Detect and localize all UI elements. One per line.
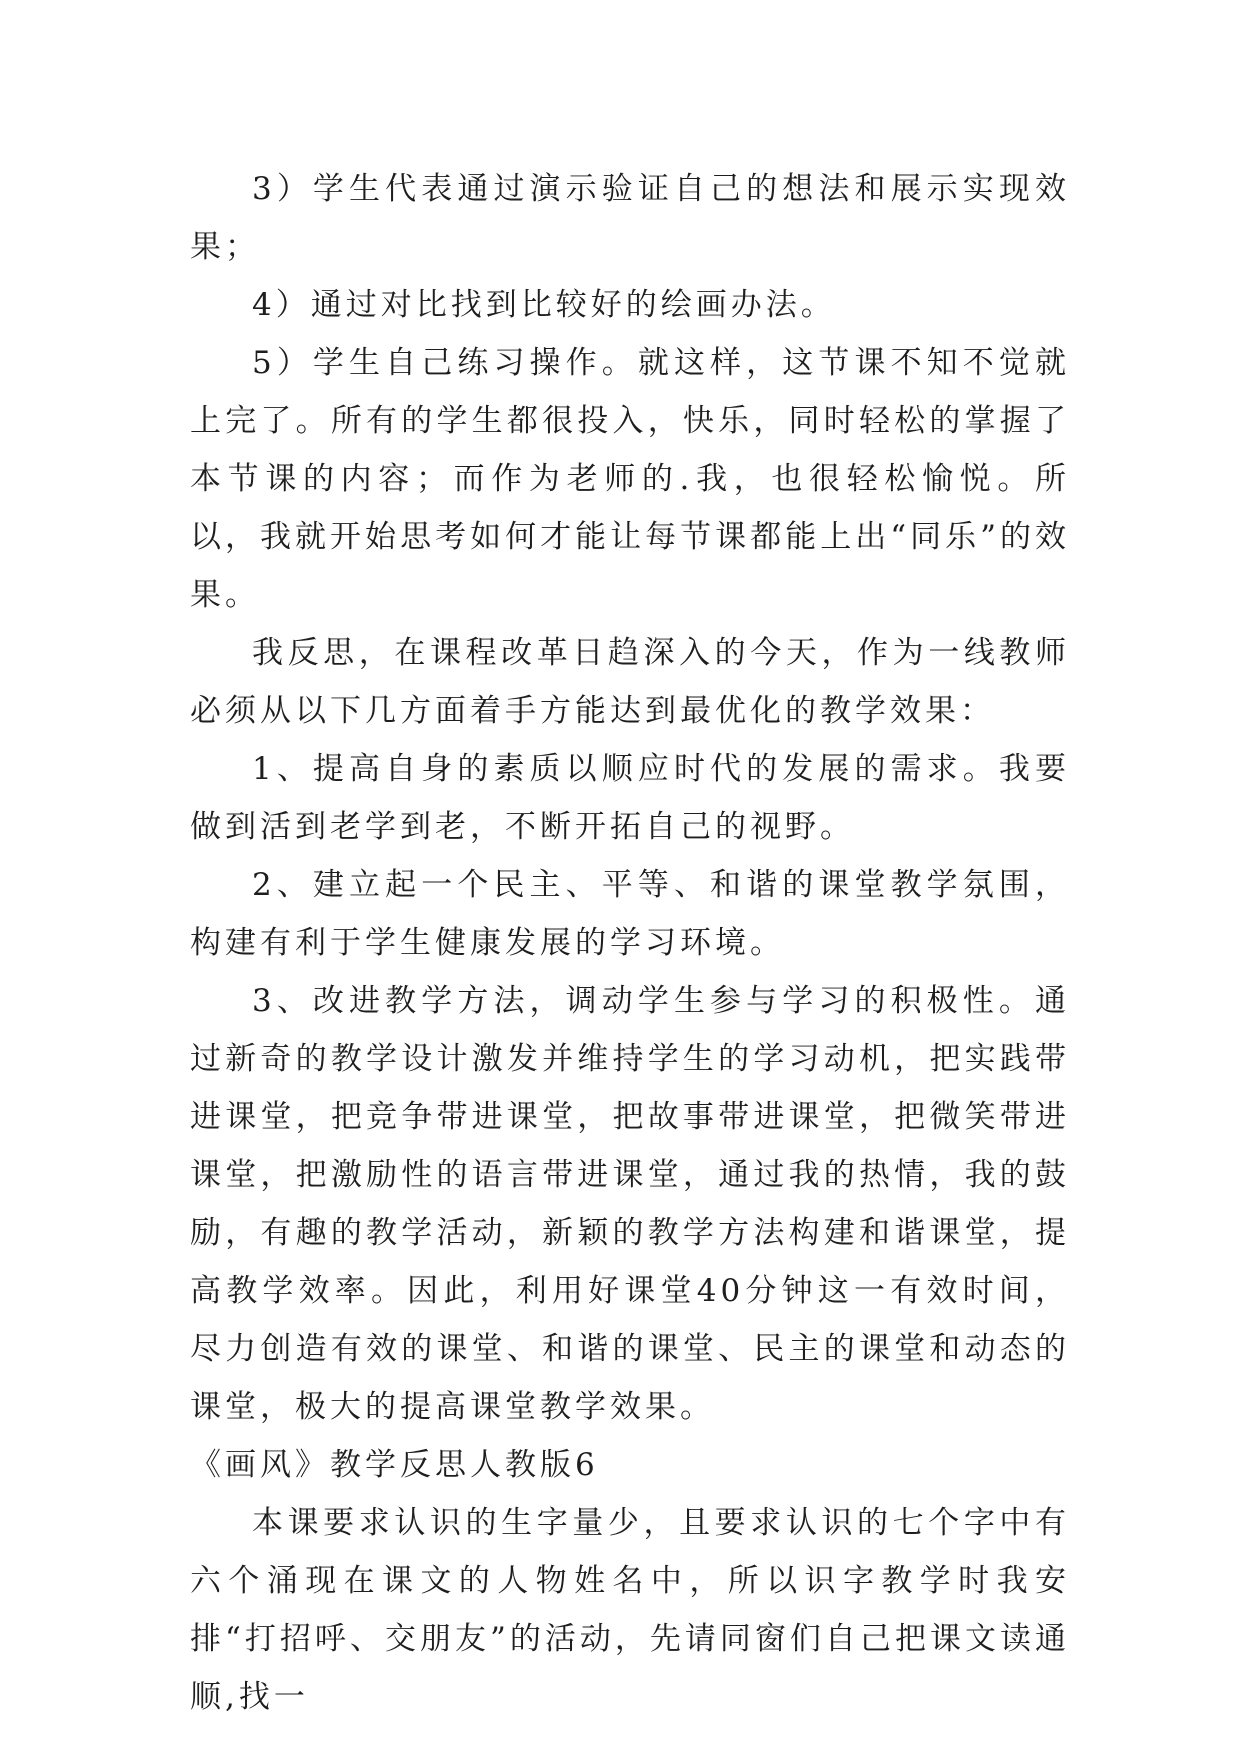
paragraph-point-2: 2、建立起一个民主、平等、和谐的课堂教学氛围，构建有利于学生健康发展的学习环境。 xyxy=(190,867,1070,961)
paragraph-point-3: 3、改进教学方法，调动学生参与学习的积极性。通过新奇的教学设计激发并维持学生的学习动机，把实践带进课堂，把竞争带进课堂，把故事带进课堂，把微笑带进课堂，把激励性的语言带进课堂，通过我的热情，我的鼓励，有趣的教学活动，新颖的教学方法构建和谐课堂，提高教学效率。因此，利用好课堂40分钟这一有效时间，尽力创造有效的课堂、和谐的课堂、民主的课堂和动态的课堂，极大的提高课堂教学效果。 xyxy=(190,983,1070,1425)
paragraph-point-1: 1、提高自身的素质以顺应时代的发展的需求。我要做到活到老学到老，不断开拓自己的视野。 xyxy=(190,751,1070,845)
document-body xyxy=(190,160,1070,1726)
paragraph-section-6-intro: 本课要求认识的生字量少，且要求认识的七个字中有六个涌现在课文的人物姓名中，所以识字教学时我安排“打招呼、交朋友”的活动，先请同窗们自己把课文读通顺,找一 xyxy=(190,1505,1070,1715)
paragraph-step-5: 5）学生自己练习操作。就这样，这节课不知不觉就上完了。所有的学生都很投入，快乐，同时轻松的掌握了本节课的内容；而作为老师的.我，也很轻松愉悦。所以，我就开始思考如何才能让每节课都能上出“同乐”的效果。 xyxy=(190,345,1070,613)
paragraph-step-4: 4）通过对比找到比较好的绘画办法。 xyxy=(252,287,836,323)
section-heading: 《画风》教学反思人教版6 xyxy=(190,1447,599,1483)
paragraph-reflection-intro: 我反思，在课程改革日趋深入的今天，作为一线教师必须从以下几方面着手方能达到最优化的教学效果： xyxy=(190,635,1070,729)
paragraph-step-3: 3）学生代表通过演示验证自己的想法和展示实现效果； xyxy=(190,171,1070,265)
